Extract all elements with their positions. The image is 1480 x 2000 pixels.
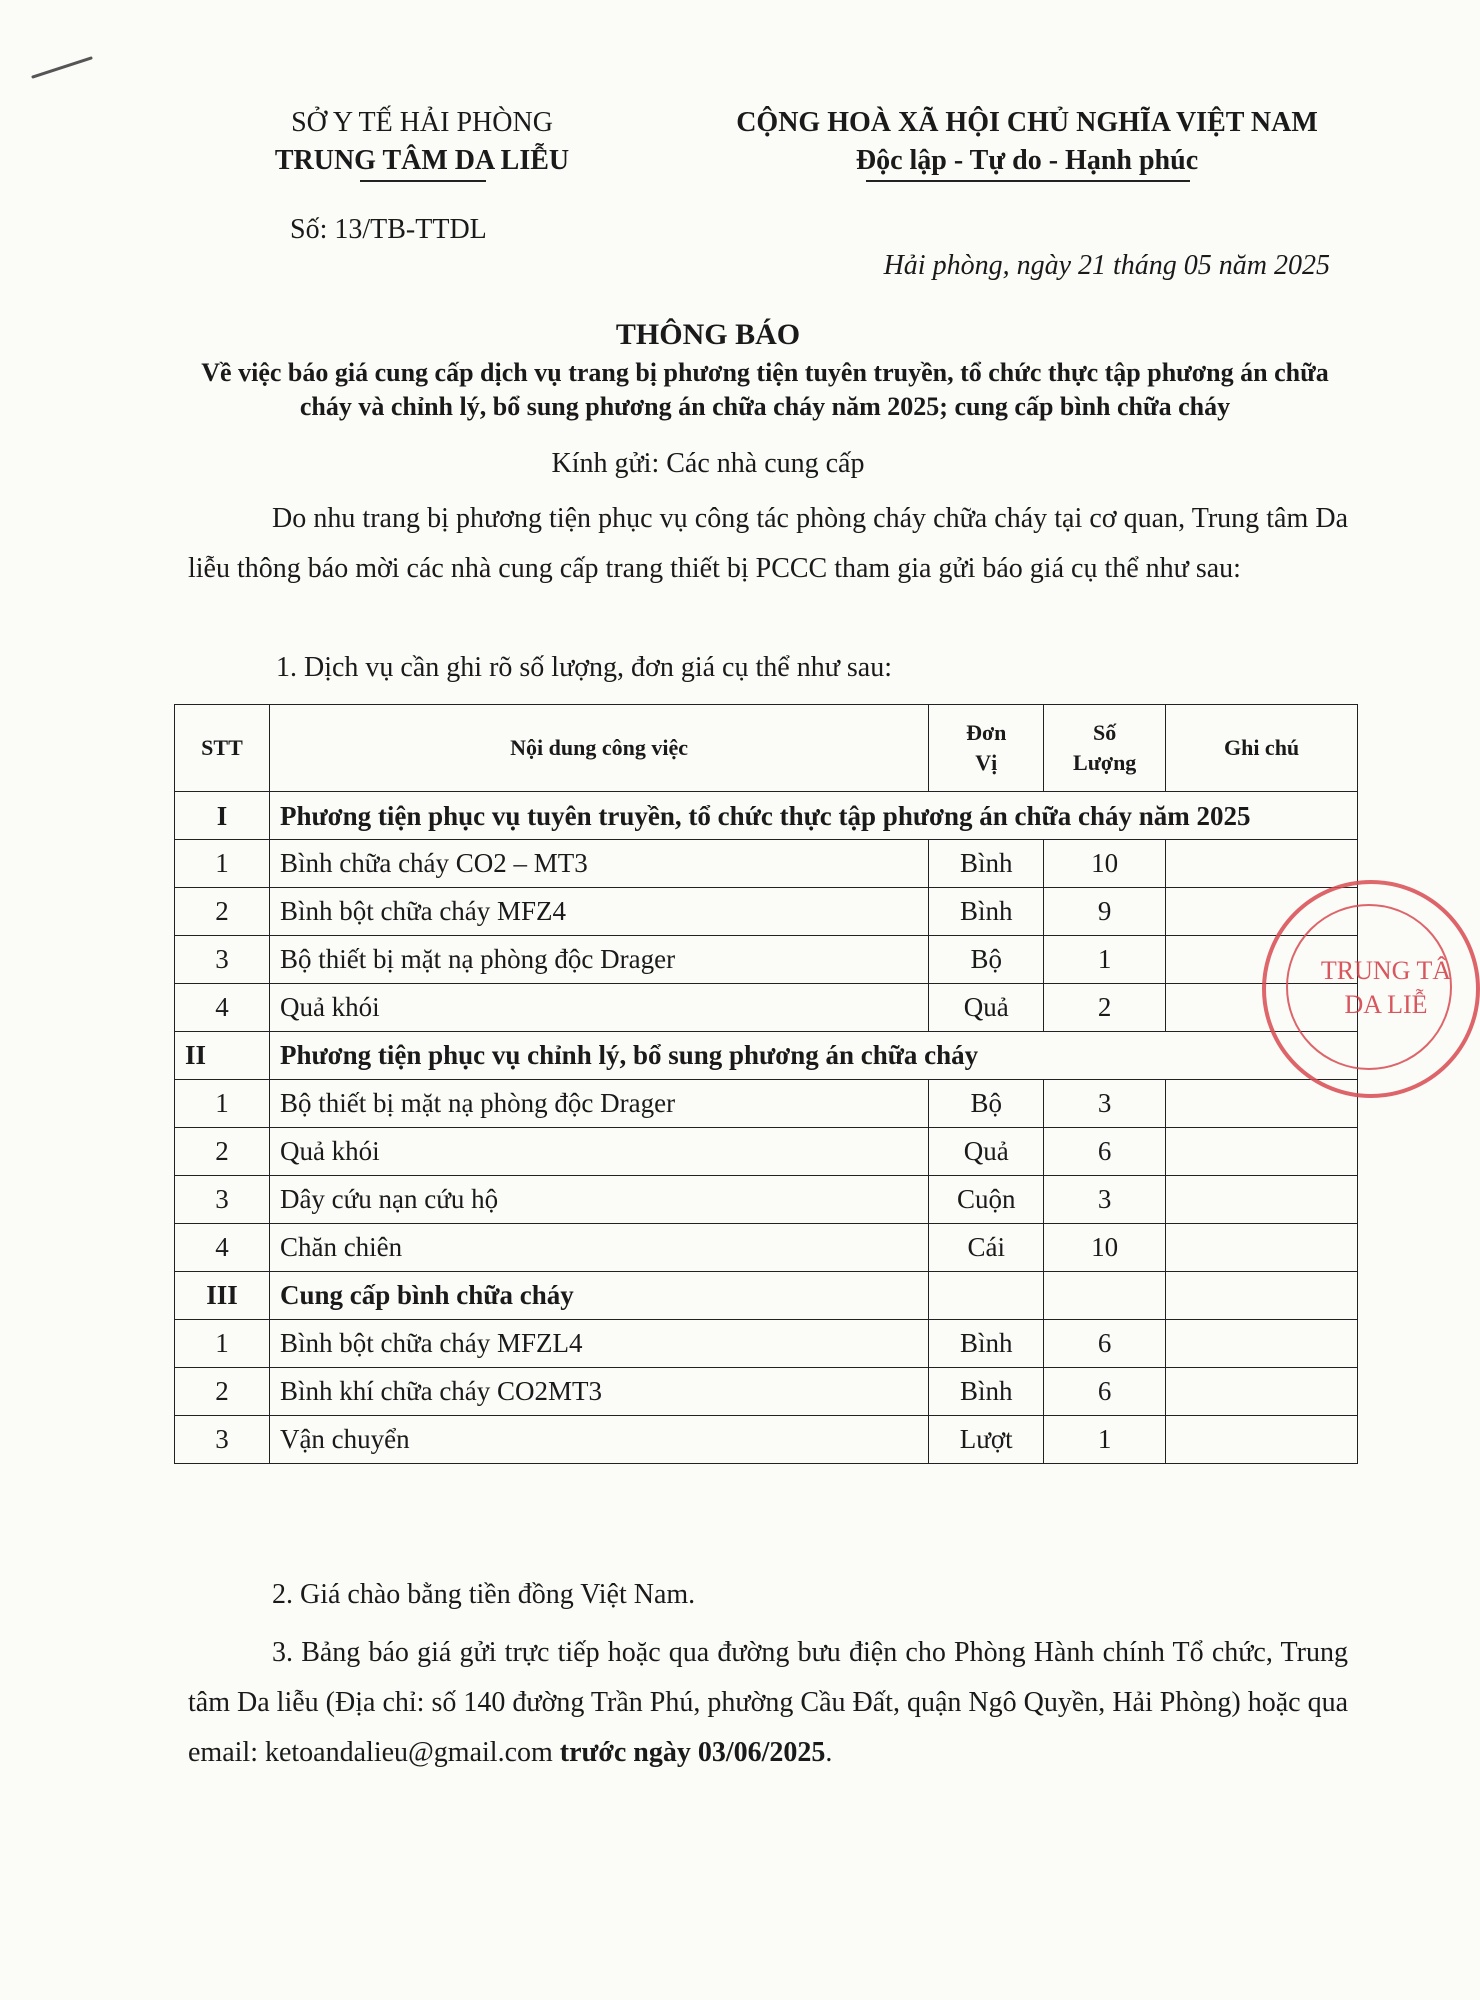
section-row bbox=[175, 1032, 1358, 1080]
row-qty: 10 bbox=[1044, 840, 1166, 888]
agency-underline bbox=[360, 180, 486, 182]
row-stt: 3 bbox=[175, 936, 270, 984]
official-seal bbox=[1262, 880, 1480, 1098]
row-content: Bình chữa cháy CO2 – MT3 bbox=[269, 840, 928, 888]
table-row bbox=[175, 1176, 1358, 1224]
row-stt: 3 bbox=[175, 1416, 270, 1464]
agency-parent: SỞ Y TẾ HẢI PHÒNG bbox=[291, 107, 553, 138]
row-unit: Bình bbox=[929, 840, 1044, 888]
table-row bbox=[175, 1080, 1358, 1128]
row-stt: 2 bbox=[175, 888, 270, 936]
seal-inner-ring bbox=[1286, 904, 1452, 1070]
item-3-end: . bbox=[825, 1737, 833, 1768]
row-stt: 1 bbox=[175, 840, 270, 888]
document-title: THÔNG BÁO bbox=[615, 318, 801, 351]
deadline: trước ngày 03/06/2025 bbox=[559, 1737, 826, 1768]
section-number: I bbox=[175, 792, 270, 840]
table-row bbox=[175, 1368, 1358, 1416]
table-row bbox=[175, 1320, 1358, 1368]
row-stt: 3 bbox=[175, 1176, 270, 1224]
row-qty: 2 bbox=[1044, 984, 1166, 1032]
table-row bbox=[175, 1128, 1358, 1176]
row-unit: Quả bbox=[929, 1128, 1044, 1176]
row-unit: Bình bbox=[929, 888, 1044, 936]
row-note bbox=[1166, 1416, 1358, 1464]
section-row bbox=[175, 1272, 1358, 1320]
item-2: 2. Giá chào bằng tiền đồng Việt Nam. bbox=[272, 1579, 696, 1610]
section-title: Phương tiện phục vụ chỉnh lý, bổ sung phương án chữa cháy bbox=[269, 1032, 1357, 1080]
row-content: Dây cứu nạn cứu hộ bbox=[269, 1176, 928, 1224]
row-stt: 2 bbox=[175, 1368, 270, 1416]
row-qty: 9 bbox=[1044, 888, 1166, 936]
document-subject: Về việc báo giá cung cấp dịch vụ trang bị phương tiện tuyên truyền, tổ chức thực tập phương án chữa cháy và chỉnh lý, bổ sung phương án chữa cháy năm 2025; cung cấp bình chữa cháy bbox=[201, 358, 1329, 421]
row-qty: 1 bbox=[1044, 1416, 1166, 1464]
row-note bbox=[1166, 1368, 1358, 1416]
table-row bbox=[175, 840, 1358, 888]
section-row bbox=[175, 792, 1358, 840]
greeting: Kính gửi: Các nhà cung cấp bbox=[551, 448, 865, 479]
item-3-text: 3. Bảng báo giá gửi trực tiếp hoặc qua đường bưu điện cho Phòng Hành chính Tổ chức, Trung tâm Da liễu (Địa chỉ: số 140 đường Trần Phú, phường Cầu Đất, quận Ngô Quyền, Hải Phòng) hoặc qua email: ketoandalieu@gmail.com bbox=[188, 1637, 1348, 1768]
row-unit: Cuộn bbox=[929, 1176, 1044, 1224]
row-unit: Lượt bbox=[929, 1416, 1044, 1464]
row-content: Chăn chiên bbox=[269, 1224, 928, 1272]
row-content: Bình bột chữa cháy MFZ4 bbox=[269, 888, 928, 936]
row-note bbox=[1166, 1176, 1358, 1224]
row-content: Quả khói bbox=[269, 1128, 928, 1176]
row-stt: 4 bbox=[175, 984, 270, 1032]
motto: Độc lập - Tự do - Hạnh phúc bbox=[855, 145, 1199, 176]
service-table bbox=[174, 704, 1358, 1464]
intro-paragraph: Do nhu trang bị phương tiện phục vụ công tác phòng cháy chữa cháy tại cơ quan, Trung tâm Da liễu thông báo mời các nhà cung cấp trang thiết bị PCCC tham gia gửi báo giá cụ thể như sau: bbox=[188, 503, 1348, 584]
col-content: Nội dung công việc bbox=[269, 705, 928, 792]
col-note: Ghi chú bbox=[1166, 705, 1358, 792]
row-note bbox=[1166, 1320, 1358, 1368]
row-stt: 1 bbox=[175, 1320, 270, 1368]
empty-cell bbox=[929, 1272, 1044, 1320]
col-qty-l2: Lượng bbox=[1073, 750, 1137, 775]
row-qty: 6 bbox=[1044, 1368, 1166, 1416]
table-row bbox=[175, 1416, 1358, 1464]
place-date: Hải phòng, ngày 21 tháng 05 năm 2025 bbox=[883, 250, 1330, 281]
document-number: Số: 13/TB-TTDL bbox=[290, 214, 487, 245]
row-unit: Bình bbox=[929, 1368, 1044, 1416]
nation-name: CỘNG HOÀ XÃ HỘI CHỦ NGHĨA VIỆT NAM bbox=[736, 107, 1318, 138]
empty-cell bbox=[1044, 1272, 1166, 1320]
empty-cell bbox=[1166, 1272, 1358, 1320]
row-content: Bình bột chữa cháy MFZL4 bbox=[269, 1320, 928, 1368]
pen-mark bbox=[31, 56, 93, 79]
section-number: II bbox=[175, 1032, 270, 1080]
table-row bbox=[175, 936, 1358, 984]
row-content: Bộ thiết bị mặt nạ phòng độc Drager bbox=[269, 1080, 928, 1128]
national-motto bbox=[712, 104, 1342, 180]
table-row bbox=[175, 984, 1358, 1032]
col-unit-l1: Đơn bbox=[966, 720, 1007, 745]
row-note bbox=[1166, 1224, 1358, 1272]
table-header-row bbox=[175, 705, 1358, 792]
row-content: Quả khói bbox=[269, 984, 928, 1032]
item-3 bbox=[188, 1628, 1348, 1778]
col-qty-l1: Số bbox=[1093, 720, 1117, 745]
row-content: Bộ thiết bị mặt nạ phòng độc Drager bbox=[269, 936, 928, 984]
col-unit bbox=[929, 705, 1044, 792]
row-stt: 2 bbox=[175, 1128, 270, 1176]
row-stt: 4 bbox=[175, 1224, 270, 1272]
row-note bbox=[1166, 1128, 1358, 1176]
col-unit-l2: Vị bbox=[975, 750, 998, 775]
seal-text-line2: DA LIỄ bbox=[1344, 990, 1428, 1019]
issuing-agency bbox=[232, 104, 612, 180]
row-qty: 3 bbox=[1044, 1080, 1166, 1128]
row-qty: 3 bbox=[1044, 1176, 1166, 1224]
row-qty: 10 bbox=[1044, 1224, 1166, 1272]
table-row bbox=[175, 888, 1358, 936]
row-unit: Bình bbox=[929, 1320, 1044, 1368]
row-note bbox=[1166, 840, 1358, 888]
row-stt: 1 bbox=[175, 1080, 270, 1128]
row-content: Vận chuyển bbox=[269, 1416, 928, 1464]
agency-name: TRUNG TÂM DA LIỄU bbox=[274, 145, 570, 176]
row-qty: 1 bbox=[1044, 936, 1166, 984]
row-unit: Quả bbox=[929, 984, 1044, 1032]
seal-text-line1: TRUNG TÂ bbox=[1320, 956, 1452, 985]
col-qty bbox=[1044, 705, 1166, 792]
row-qty: 6 bbox=[1044, 1128, 1166, 1176]
motto-underline bbox=[866, 180, 1190, 182]
section-title: Phương tiện phục vụ tuyên truyền, tổ chức thực tập phương án chữa cháy năm 2025 bbox=[269, 792, 1357, 840]
table-row bbox=[175, 1224, 1358, 1272]
section-number: III bbox=[175, 1272, 270, 1320]
row-content: Bình khí chữa cháy CO2MT3 bbox=[269, 1368, 928, 1416]
item-1: 1. Dịch vụ cần ghi rõ số lượng, đơn giá cụ thể như sau: bbox=[276, 652, 892, 683]
row-qty: 6 bbox=[1044, 1320, 1166, 1368]
row-unit: Bộ bbox=[929, 1080, 1044, 1128]
row-unit: Cái bbox=[929, 1224, 1044, 1272]
section-title: Cung cấp bình chữa cháy bbox=[269, 1272, 928, 1320]
row-unit: Bộ bbox=[929, 936, 1044, 984]
col-stt: STT bbox=[175, 705, 270, 792]
